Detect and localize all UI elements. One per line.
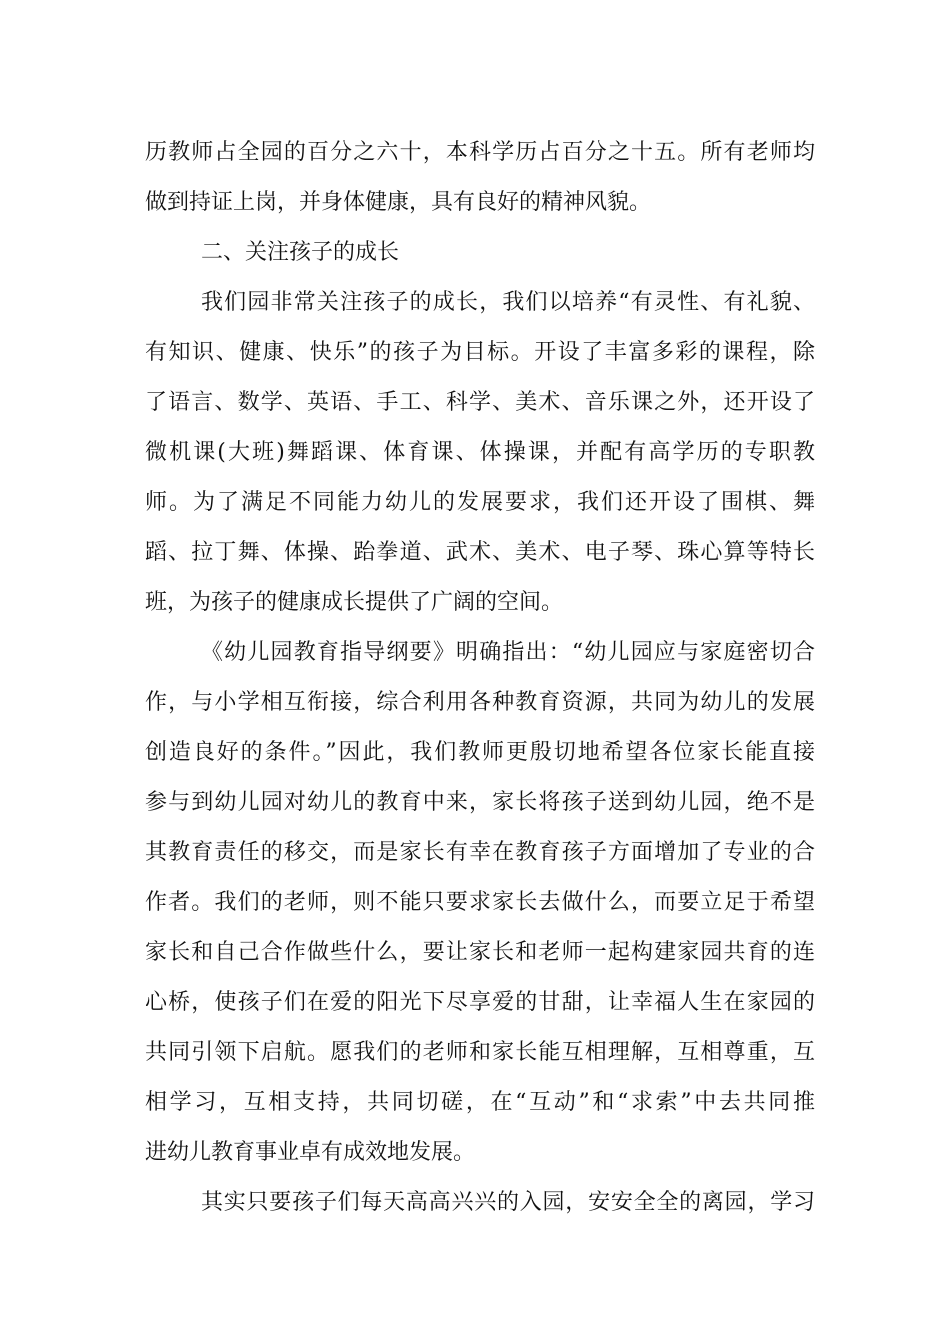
text-line: 其实只要孩子们每天高高兴兴的入园，安安全全的离园，学习 bbox=[201, 1190, 815, 1215]
text-line: 做到持证上岗，并身体健康，具有良好的精神风貌。 bbox=[145, 190, 652, 215]
text-line: 微机课(大班)舞蹈课、体育课、体操课，并配有高学历的专职教 bbox=[145, 440, 815, 465]
text-line: 进幼儿教育事业卓有成效地发展。 bbox=[145, 1140, 476, 1165]
text-line: 相学习，互相支持，共同切磋，在“互动”和“求索”中去共同推 bbox=[145, 1090, 815, 1115]
text-line: 历教师占全园的百分之六十，本科学历占百分之十五。所有老师均 bbox=[145, 140, 815, 165]
text-line: 家长和自己合作做些什么，要让家长和老师一起构建家园共育的连 bbox=[145, 940, 815, 965]
text-line: 创造良好的条件。”因此，我们教师更殷切地希望各位家长能直接 bbox=[145, 740, 815, 765]
text-line: 了语言、数学、英语、手工、科学、美术、音乐课之外，还开设了 bbox=[145, 390, 815, 415]
section-heading: 二、关注孩子的成长 bbox=[201, 240, 400, 265]
text-line: 师。为了满足不同能力幼儿的发展要求，我们还开设了围棋、舞 bbox=[145, 490, 815, 515]
text-line: 作者。我们的老师，则不能只要求家长去做什么，而要立足于希望 bbox=[145, 890, 815, 915]
text-line: 蹈、拉丁舞、体操、跆拳道、武术、美术、电子琴、珠心算等特长 bbox=[145, 540, 815, 565]
text-line: 我们园非常关注孩子的成长，我们以培养“有灵性、有礼貌、 bbox=[201, 290, 815, 315]
text-line: 心桥，使孩子们在爱的阳光下尽享爱的甘甜，让幸福人生在家园的 bbox=[145, 990, 815, 1015]
text-line: 《幼儿园教育指导纲要》明确指出：“幼儿园应与家庭密切合 bbox=[201, 640, 815, 665]
text-line: 其教育责任的移交，而是家长有幸在教育孩子方面增加了专业的合 bbox=[145, 840, 815, 865]
text-line: 作，与小学相互衔接，综合利用各种教育资源，共同为幼儿的发展 bbox=[145, 690, 815, 715]
text-line: 参与到幼儿园对幼儿的教育中来，家长将孩子送到幼儿园，绝不是 bbox=[145, 790, 815, 815]
text-line: 共同引领下启航。愿我们的老师和家长能互相理解，互相尊重，互 bbox=[145, 1040, 815, 1065]
text-line: 有知识、健康、快乐”的孩子为目标。开设了丰富多彩的课程，除 bbox=[145, 340, 815, 365]
text-line: 班，为孩子的健康成长提供了广阔的空间。 bbox=[145, 590, 564, 615]
